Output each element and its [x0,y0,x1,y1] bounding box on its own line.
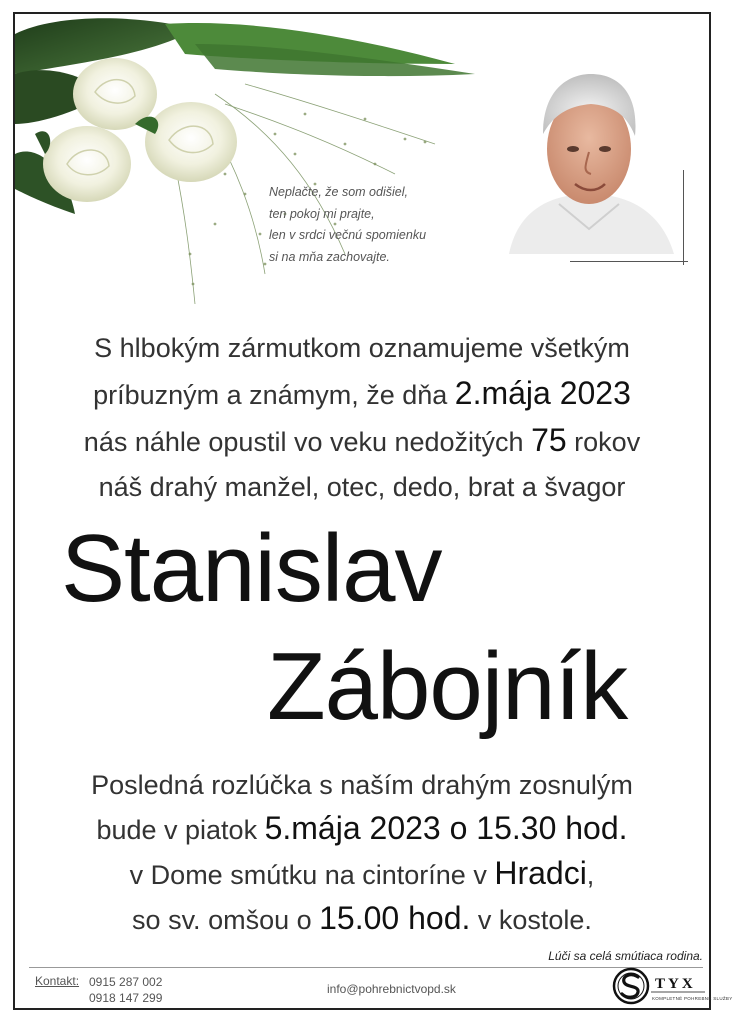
funeral-details [15,764,709,942]
poem-line: si na mňa zachovajte. [269,249,390,264]
poem-line: ten pokoj mi prajte, [269,206,375,221]
first-name-rest: tanislav [124,515,442,622]
ceremony-text: v Dome smútku na cintoríne v [129,860,495,890]
white-roses-image [15,14,515,314]
ceremony-line [15,852,709,897]
announcement-line [15,371,709,418]
announcement-line: náš drahý manžel, otec, dedo, brat a švagor [98,472,626,502]
ceremony-text: v kostole. [470,905,592,935]
contact-email[interactable]: info@pohrebnictvopd.sk [327,982,456,996]
footer-divider [29,967,703,968]
last-name: Zábojník [267,633,628,740]
ceremony-text: so sv. omšou o [132,905,320,935]
mass-time: 15.00 hod. [319,900,471,936]
announcement-text: príbuzným a známym, že dňa [93,380,455,410]
poem [269,182,426,268]
obituary-card [13,12,733,1010]
family-signature: Lúči sa celá smútiaca rodina. [548,949,703,963]
phone-number[interactable]: 0918 147 299 [89,991,163,1005]
announcement-line: S hlbokým zármutkom oznamujeme všetkým [94,333,630,363]
funeral-location: Hradci [494,855,587,891]
ceremony-line: Posledná rozlúčka s naším drahým zosnulým [91,770,633,800]
poem-line: len v srdci večnú spomienku [269,228,427,242]
logo-subtext: KOMPLETNÉ POHREBNÉ SLUŽBY [652,996,733,1001]
date-of-death: 2.mája 2023 [454,375,631,411]
first-name-initial: S [61,515,125,622]
age: 75 [531,422,567,458]
ceremony-text: bude v piatok [96,815,265,845]
announcement-line [15,418,709,465]
ceremony-text: , [586,860,595,890]
poem-line: Neplačte, že som odišiel, [269,185,408,199]
announcement-text: rokov [566,427,641,457]
deceased-portrait [499,54,679,254]
contact-label: Kontakt: [35,974,80,988]
contact-phones [89,974,162,1006]
portrait-frame-line [570,261,688,262]
death-announcement [15,326,709,510]
announcement-text: nás náhle opustil vo veku nedožitých [83,427,532,457]
phone-number[interactable]: 0915 287 002 [89,975,163,989]
ceremony-line [15,807,709,852]
logo-text: TYX [655,976,696,992]
ceremony-line [15,897,709,942]
portrait-frame-line [683,170,684,265]
first-name [61,514,442,624]
funeral-datetime: 5.mája 2023 o 15.30 hod. [264,810,628,846]
